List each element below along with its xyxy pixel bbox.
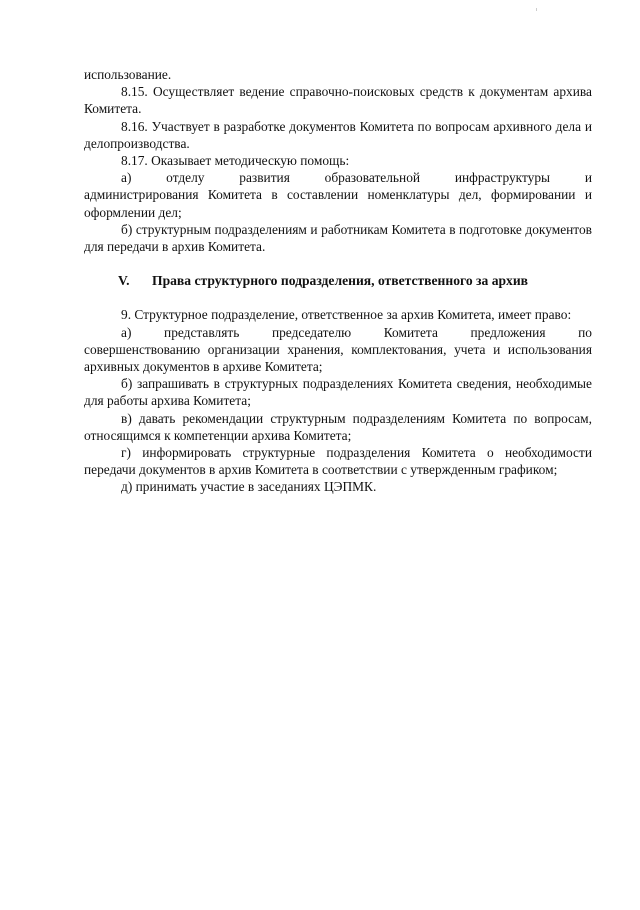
paragraph-8-17-a-continuation: администрирования Комитета в составлении номенклатуры дел, формировании и оформлении дел; — [84, 187, 592, 220]
right-b: б) запрашивать в структурных подразделениях Комитета сведения, необходимые для работы архива Комитета; — [84, 376, 592, 409]
paragraph-8-15: 8.15. Осуществляет ведение справочно-поисковых средств к документам архива Комитета. — [84, 84, 592, 117]
paragraph-9-intro: 9. Структурное подразделение, ответственное за архив Комитета, имеет право: — [121, 307, 572, 323]
right-a-first-line: а) представлять председателю Комитета предложения по — [121, 324, 592, 340]
scan-mark — [536, 8, 537, 11]
paragraph-8-17: 8.17. Оказывает методическую помощь: — [121, 153, 350, 169]
section-title: Права структурного подразделения, ответственного за архив — [152, 273, 529, 289]
paragraph-usage-end: использование. — [84, 67, 172, 82]
paragraph-8-17-a-first-line: а) отделу развития образовательной инфраструктуры и — [121, 170, 592, 186]
document-page — [84, 66, 592, 496]
right-d: г) информировать структурные подразделения Комитета о необходимости передачи документов в архив Комитета в соответствии с утвержденным графиком; — [84, 445, 592, 478]
paragraph-8-16: 8.16. Участвует в разработке документов Комитета по вопросам архивного дела и делопроизводства. — [84, 118, 592, 151]
right-e: д) принимать участие в заседаниях ЦЭПМК. — [121, 479, 377, 495]
paragraph-8-17-b: б) структурным подразделениям и работникам Комитета в подготовке документов для передачи в архив Комитета. — [84, 221, 592, 255]
section-heading — [84, 272, 592, 289]
right-c: в) давать рекомендации структурным подразделениям Комитета по вопросам, относящимся к компетенции архива Комитета; — [84, 410, 592, 443]
right-a-continuation: совершенствованию организации хранения, комплектования, учета и использования архивных документов в архиве Комитета; — [84, 341, 592, 375]
section-number: V. — [118, 273, 130, 289]
